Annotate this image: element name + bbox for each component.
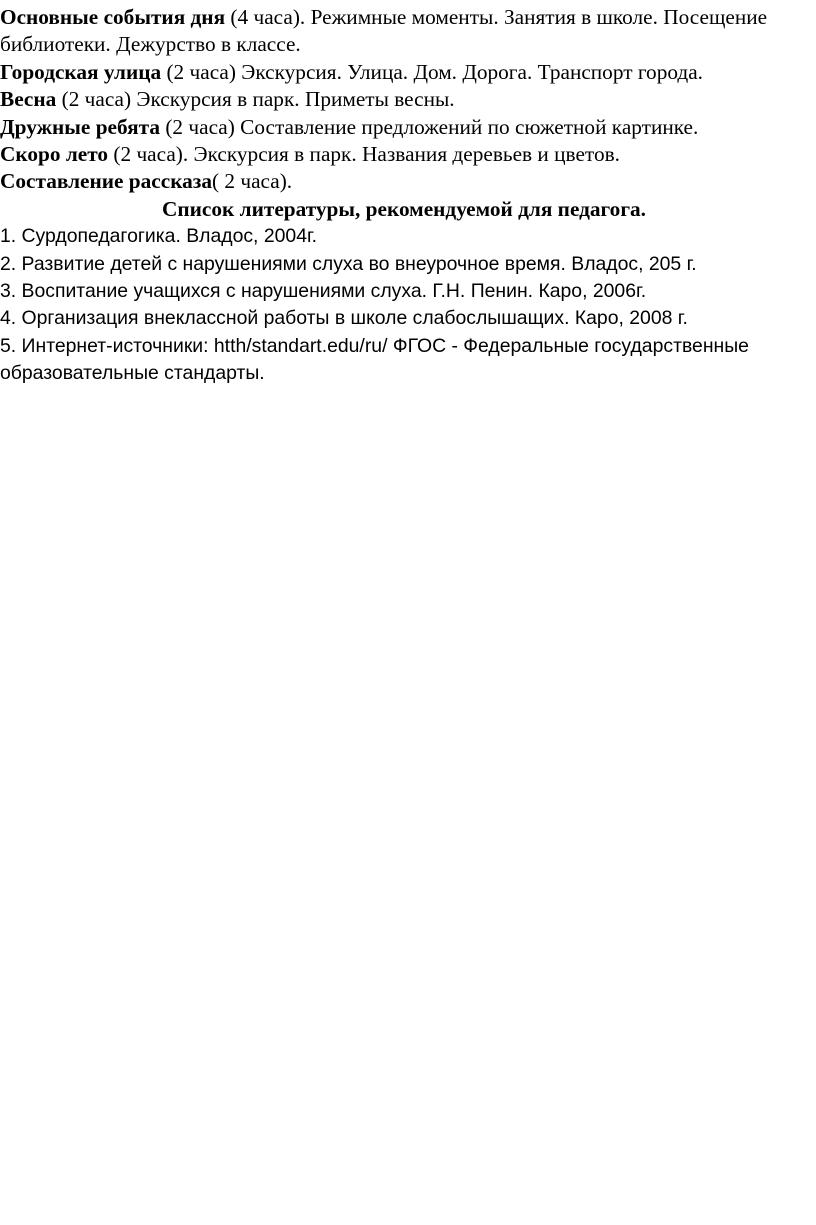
- topic-title: Скоро лето: [0, 142, 109, 167]
- literature-item: 5. Интернет-источники: htth/standart.edu/ru/ ФГОС - Федеральные государственные образовательные стандарты.: [0, 334, 749, 385]
- topic-paragraph: [0, 141, 808, 168]
- topic-paragraph: [0, 4, 808, 59]
- topic-description: (2 часа). Экскурсия в парк. Названия деревьев и цветов.: [108, 142, 620, 167]
- literature-item: 3. Воспитание учащихся с нарушениями слуха. Г.Н. Пенин. Каро, 2006г.: [0, 280, 647, 303]
- topic-paragraph: [0, 59, 808, 86]
- topic-description: (2 часа) Экскурсия в парк. Приметы весны.: [56, 87, 455, 112]
- topic-description: (2 часа) Экскурсия. Улица. Дом. Дорога. Транспорт города.: [161, 59, 703, 84]
- literature-item: 1. Сурдопедагогика. Владос, 2004г.: [0, 225, 318, 248]
- topic-paragraph: [0, 168, 808, 195]
- topic-description: ( 2 часа).: [212, 169, 293, 194]
- topic-description: (4 часа). Режимные моменты. Занятия в школе. Посещение библиотеки. Дежурство в классе.: [0, 5, 768, 57]
- topic-title: Основные события дня: [0, 5, 226, 29]
- topic-title: Составление рассказа: [0, 169, 212, 194]
- literature-heading: Список литературы, рекомендуемой для педагога.: [162, 196, 646, 221]
- literature-list: [0, 223, 808, 387]
- topic-description: (2 часа) Составление предложений по сюжетной картинке.: [160, 114, 699, 139]
- literature-item: 2. Развитие детей с нарушениями слуха во внеурочное время. Владос, 205 г.: [0, 252, 697, 275]
- topic-paragraph: [0, 86, 808, 113]
- topic-title: Весна: [0, 87, 57, 112]
- literature-item: 4. Организация внеклассной работы в школе слабослышащих. Каро, 2008 г.: [0, 307, 688, 330]
- topic-title: Городская улица: [0, 59, 162, 84]
- topic-paragraph: [0, 114, 808, 141]
- topic-title: Дружные ребята: [0, 114, 161, 139]
